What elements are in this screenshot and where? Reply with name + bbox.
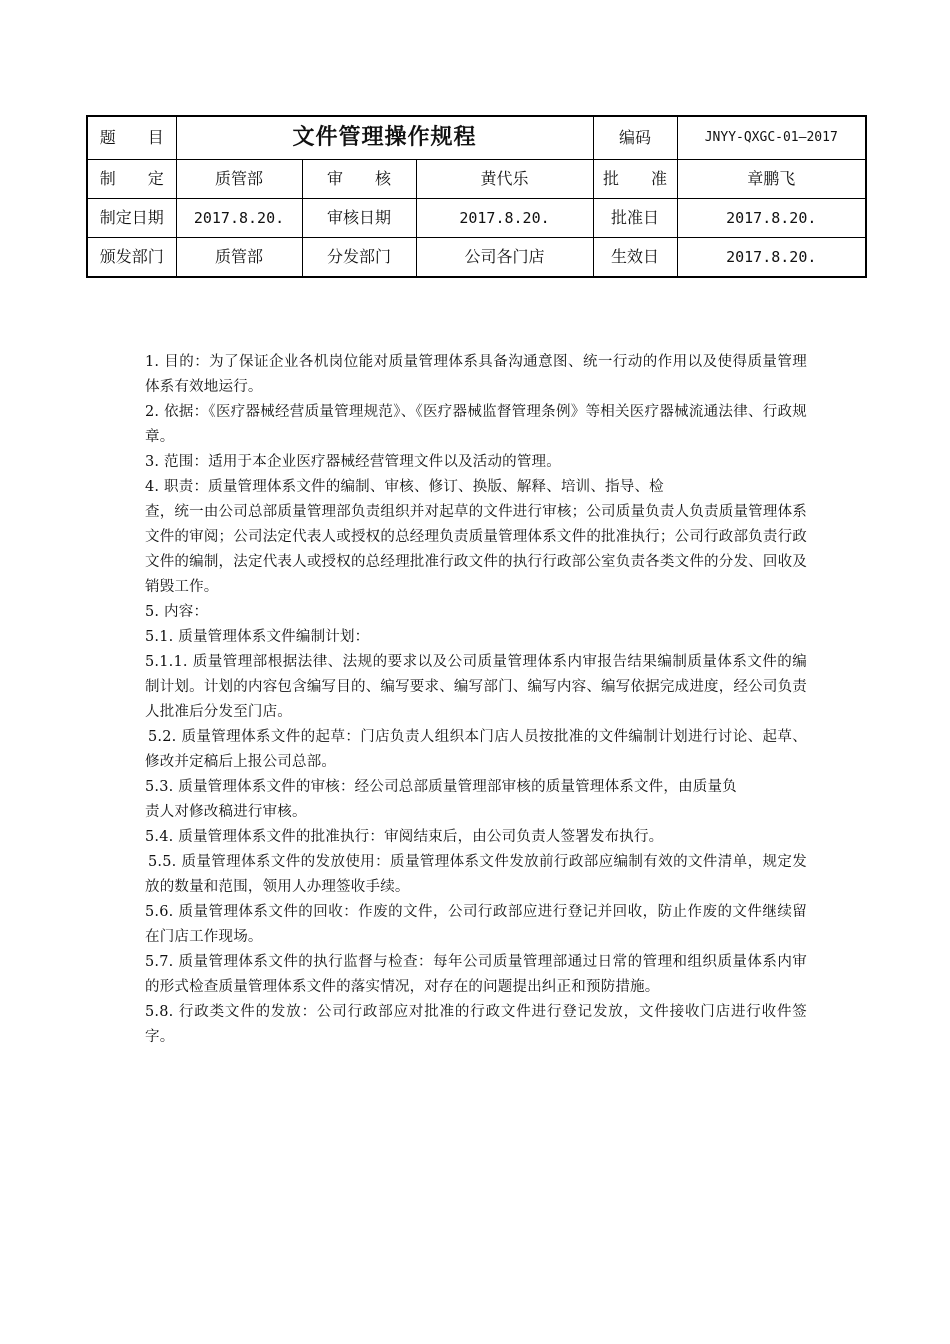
approver-value: 章鹏飞 <box>677 160 866 199</box>
paragraph-5-1: 5.1. 质量管理体系文件编制计划： <box>145 629 370 645</box>
distribution-dept-value: 公司各门店 <box>416 238 593 278</box>
label-draft-date: 制定日期 <box>87 199 176 238</box>
paragraph-5-3: 5.3. 质量管理体系文件的审核：经公司总部质量管理部审核的质量管理体系文件，由质量负 <box>145 779 737 795</box>
paragraph-5-3-continued: 责人对修改稿进行审核。 <box>145 804 307 820</box>
label-title: 题 目 <box>87 116 176 160</box>
effective-date-value: 2017.8.20. <box>677 238 866 278</box>
document-code: JNYY-QXGC-01—2017 <box>677 116 866 160</box>
header-row-approval <box>87 160 866 199</box>
paragraph-responsibility-heading: 4. 职责：质量管理体系文件的编制、审核、修订、换版、解释、培训、指导、检 <box>145 479 664 495</box>
label-effective-date: 生效日 <box>593 238 677 278</box>
label-approver: 批 准 <box>593 160 677 199</box>
label-drafter: 制 定 <box>87 160 176 199</box>
reviewer-value: 黄代乐 <box>416 160 593 199</box>
header-row-departments <box>87 238 866 278</box>
label-approve-date: 批准日 <box>593 199 677 238</box>
label-code: 编码 <box>593 116 677 160</box>
drafter-value: 质管部 <box>176 160 302 199</box>
document-header-table <box>86 115 867 278</box>
draft-date-value: 2017.8.20. <box>176 199 302 238</box>
paragraph-5-1-1: 5.1.1. 质量管理部根据法律、法规的要求以及公司质量管理体系内审报告结果编制质量体系文件的编制计划。计划的内容包含编写目的、编写要求、编写部门、编写内容、编写依据完成进度，经公司负责人批准后分发至门店。 <box>145 654 807 720</box>
label-issuing-dept: 颁发部门 <box>87 238 176 278</box>
paragraph-5-2: 5.2. 质量管理体系文件的起草：门店负责人组织本门店人员按批准的文件编制计划进行讨论、起草、修改并定稿后上报公司总部。 <box>145 729 807 770</box>
paragraph-5-8: 5.8. 行政类文件的发放：公司行政部应对批准的行政文件进行登记发放，文件接收门店进行收件签字。 <box>145 1004 807 1045</box>
paragraph-5-6: 5.6. 质量管理体系文件的回收：作废的文件，公司行政部应进行登记并回收，防止作废的文件继续留在门店工作现场。 <box>145 904 807 945</box>
paragraph-purpose: 1. 目的：为了保证企业各机岗位能对质量管理体系具备沟通意图、统一行动的作用以及使得质量管理体系有效地运行。 <box>145 354 807 395</box>
paragraph-basis: 2. 依据：《医疗器械经营质量管理规范》、《医疗器械监督管理条例》等相关医疗器械流通法律、行政规章。 <box>145 404 807 445</box>
label-reviewer: 审 核 <box>302 160 416 199</box>
header-row-dates <box>87 199 866 238</box>
paragraph-5-4: 5.4. 质量管理体系文件的批准执行：审阅结束后，由公司负责人签署发布执行。 <box>145 829 664 845</box>
label-review-date: 审核日期 <box>302 199 416 238</box>
paragraph-scope: 3. 范围：适用于本企业医疗器械经营管理文件以及活动的管理。 <box>145 454 561 470</box>
header-row-title <box>87 116 866 160</box>
paragraph-content-heading: 5. 内容： <box>145 604 209 620</box>
paragraph-5-5: 5.5. 质量管理体系文件的发放使用：质量管理体系文件发放前行政部应编制有效的文件清单，规定发放的数量和范围，领用人办理签收手续。 <box>145 854 807 895</box>
document-title: 文件管理操作规程 <box>176 116 593 160</box>
paragraph-responsibility-body: 查，统一由公司总部质量管理部负责组织并对起草的文件进行审核；公司质量负责人负责质量管理体系文件的审阅；公司法定代表人或授权的总经理负责质量管理体系文件的批准执行；公司行政部负责行政文件的编制，法定代表人或授权的总经理批准行政文件的执行行政部公室负责各类文件的分发、回收及销毁工作。 <box>145 504 807 595</box>
paragraph-5-7: 5.7. 质量管理体系文件的执行监督与检查：每年公司质量管理部通过日常的管理和组织质量体系内审的形式检查质量管理体系文件的落实情况，对存在的问题提出纠正和预防措施。 <box>145 954 807 995</box>
review-date-value: 2017.8.20. <box>416 199 593 238</box>
label-distribution-dept: 分发部门 <box>302 238 416 278</box>
issuing-dept-value: 质管部 <box>176 238 302 278</box>
document-body <box>145 350 807 1050</box>
approve-date-value: 2017.8.20. <box>677 199 866 238</box>
